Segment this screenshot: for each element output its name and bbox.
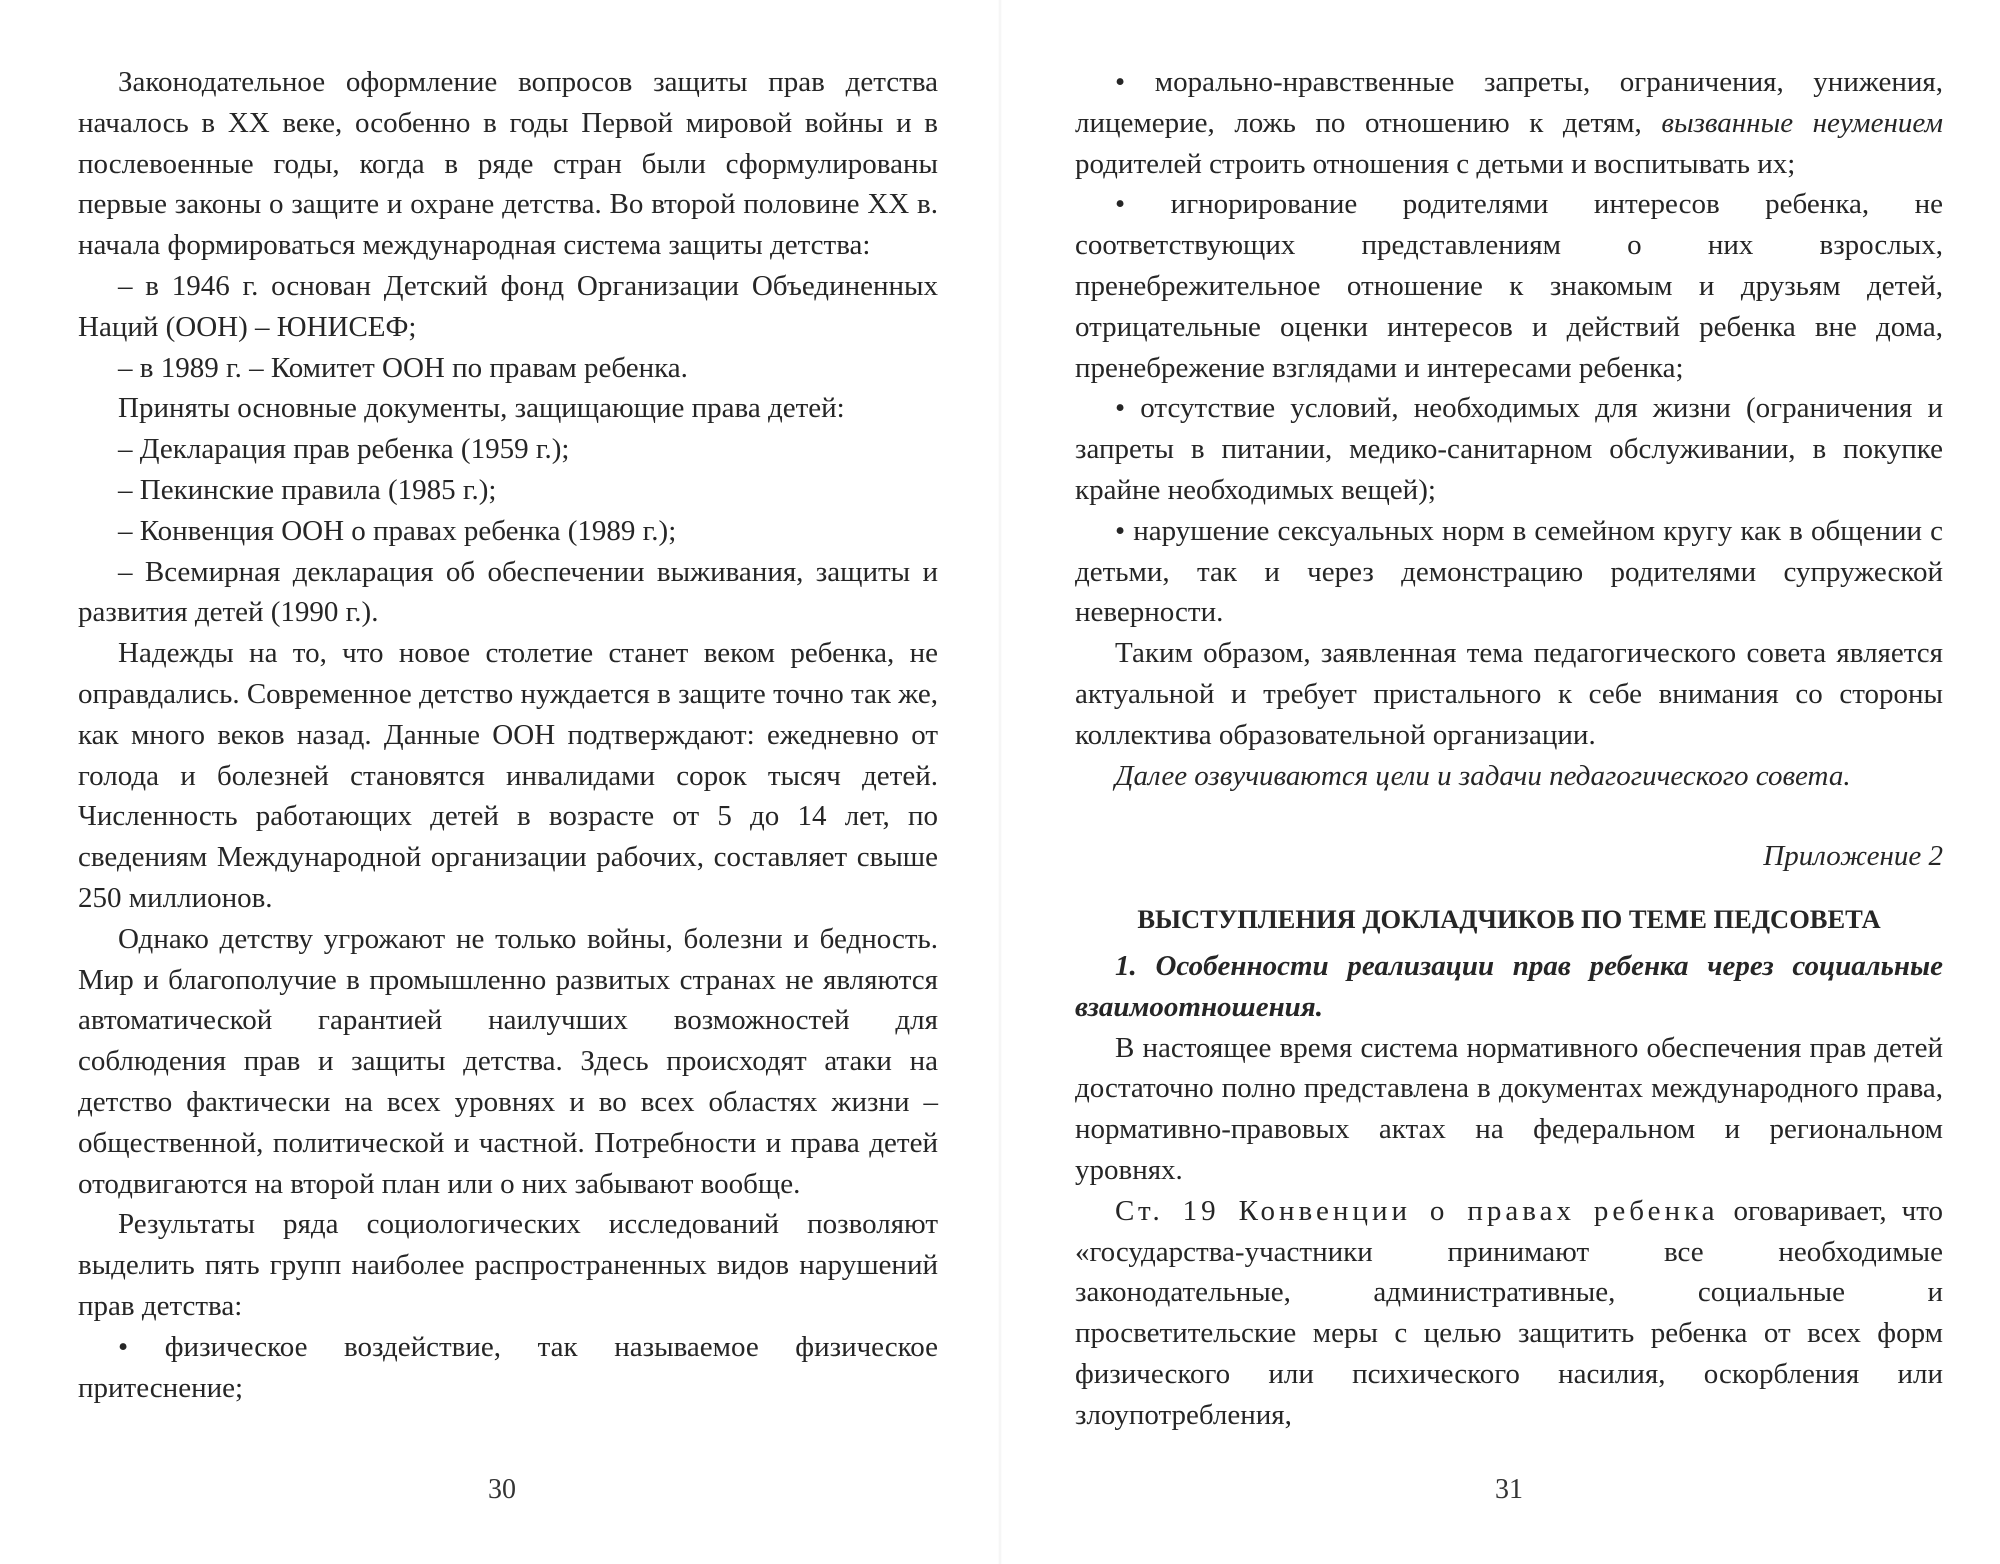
bullet-text: • морально-нравственные запреты, ограничения, унижения, лицемерие, ложь по отношению к детям, [1075, 66, 1943, 139]
list-item: – в 1989 г. – Комитет ООН по правам ребенка. [118, 351, 688, 384]
list-item: – в 1946 г. основан Детский фонд Организации Объединенных Наций (ООН) – ЮНИСЕФ; [78, 269, 938, 343]
italic-note: Далее озвучиваются цели и задачи педагогического совета. [1115, 759, 1851, 792]
bullet-item: • отсутствие условий, необходимых для жизни (ограничения и запреты в питании, медико-санитарном обслуживании, в покупке крайне необходимых вещей); [1075, 392, 1943, 506]
left-page [78, 62, 938, 1408]
bullet-italic-text: вызванные неумением [1641, 106, 1943, 139]
paragraph: Приняты основные документы, защищающие права детей: [118, 392, 845, 425]
list-item: – Декларация прав ребенка (1959 г.); [118, 433, 570, 466]
paragraph: В настоящее время система нормативного обеспечения прав детей достаточно полно представлена в документах международного права, нормативно-правовых актах на федеральном и региональном уровнях. [1075, 1031, 1943, 1186]
paragraph [1075, 1191, 1943, 1436]
appendix-label: Приложение 2 [1763, 840, 1943, 873]
paragraph: Надежды на то, что новое столетие станет веком ребенка, не оправдались. Современное детство нуждается в защите точно так же, как много веков назад. Данные ООН подтверждают: ежедневно от голода и болезней становятся инвалидами сорок тысяч детей. Численность работающих детей в возрасте от 5 до 14 лет, по сведениям Международной организации рабочих, составляет свыше 250 миллионов. [78, 637, 938, 914]
bullet-item: • физическое воздействие, так называемое физическое притеснение; [78, 1330, 938, 1404]
page-fold [998, 0, 1002, 1564]
list-item: – Пекинские правила (1985 г.); [118, 473, 497, 506]
paragraph: Законодательное оформление вопросов защиты прав детства началось в XX веке, особенно в годы Первой мировой войны и в послевоенные годы, когда в ряде стран были сформулированы первые законы о защите и охране детства. Во второй половине XX в. начала формироваться международная система защиты детства: [78, 66, 938, 262]
bullet-item: • нарушение сексуальных норм в семейном кругу как в общении с детьми, так и через демонстрацию родителями супружеской неверности. [1075, 514, 1943, 629]
page-number-right: 31 [1495, 1474, 1523, 1505]
bullet-text-end: родителей строить отношения с детьми и воспитывать их; [1075, 147, 1796, 180]
paragraph-text: оговаривает, что «государства-участники принимают все необходимые законодательные, административные, социальные и просветительские меры с целью защитить ребенка от всех форм физического или психического насилия, оскорбления или злоупотребления, [1075, 1194, 1944, 1431]
bullet-item: • игнорирование родителями интересов ребенка, не соответствующих представлениям о них взрослых, пренебрежительное отношение к знакомым и друзьям детей, отрицательные оценки интересов и действий ребенка вне дома, пренебрежение взглядами и интересами ребенка; [1075, 188, 1943, 384]
paragraph: Результаты ряда социологических исследований позволяют выделить пять групп наиболее распространенных видов нарушений прав детства: [78, 1208, 938, 1322]
paragraph: Таким образом, заявленная тема педагогического совета является актуальной и требует пристального к себе внимания со стороны коллектива образовательной организации. [1075, 637, 1943, 751]
section-heading: ВЫСТУПЛЕНИЯ ДОКЛАДЧИКОВ ПО ТЕМЕ ПЕДСОВЕТА [1137, 904, 1881, 935]
list-item: – Всемирная декларация об обеспечении выживания, защиты и развития детей (1990 г.). [78, 555, 938, 629]
spaced-text: Ст. 19 Конвенции о правах ребенка [1115, 1194, 1719, 1227]
list-item: – Конвенция ООН о правах ребенка (1989 г.); [118, 514, 677, 547]
page-number-left: 30 [488, 1474, 516, 1505]
subsection-heading: 1. Особенности реализации прав ребенка через социальные взаимоотношения. [1075, 949, 1943, 1023]
right-page [1075, 62, 1943, 1436]
bullet-item [1075, 62, 1943, 184]
paragraph: Однако детству угрожают не только войны, болезни и бедность. Мир и благополучие в промышленно развитых странах не являются автоматической гарантией наилучших возможностей для соблюдения прав и защиты детства. Здесь происходят атаки на детство фактически на всех уровнях и во всех областях жизни – общественной, политической и частной. Потребности и права детей отодвигаются на второй план или о них забывают вообще. [78, 922, 938, 1200]
